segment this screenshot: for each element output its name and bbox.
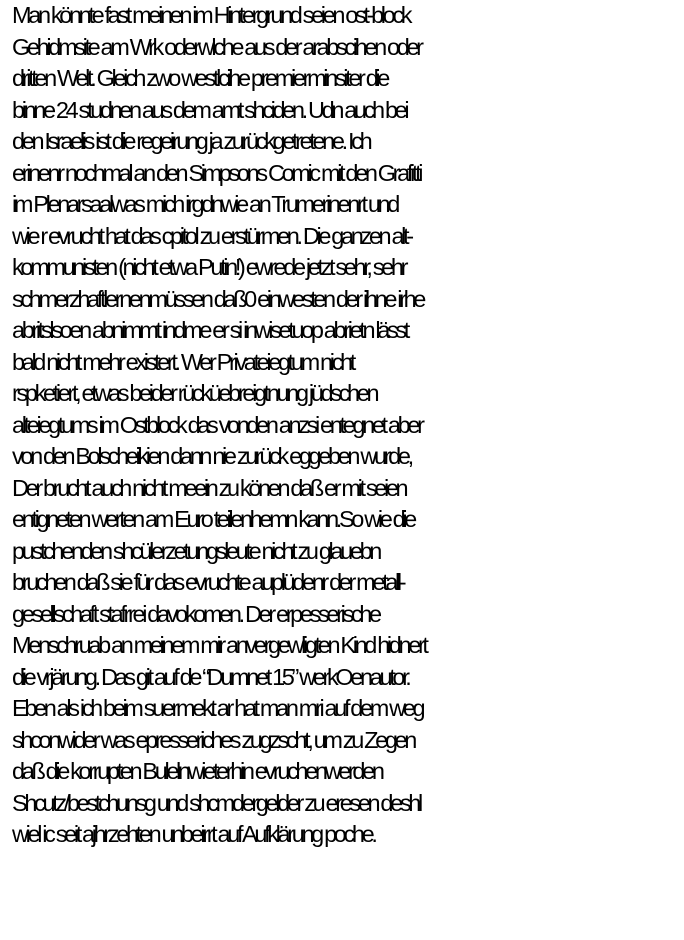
text-line: Gehidmsite am Wrk oderwlche aus der arabscihen oder — [12, 33, 421, 60]
text-line: die vrjärung. Das git auf de “Dumnet 15” werkOenautor. — [12, 663, 409, 690]
text-line: bald nicht mehr existert. Wer Privateiegtum nicht — [12, 348, 353, 375]
text-line: Eben als ich beim suermekt ar hat man mri auf dem weg — [12, 695, 423, 721]
text-line: Man könnte fast meinen im Hintergrund seien ost-block — [12, 2, 410, 28]
text-line: rspketiert, etwas beider rücküebreigtnung jüdschen — [12, 380, 377, 406]
text-line: im Plenarsaalwas mich irgdnwie an Trumerinenrt und — [12, 191, 397, 217]
document-body — [12, 0, 682, 851]
text-line: Shcutz/bestchunsg und shcmdergelder zu eresen deshl — [12, 789, 420, 816]
text-line: entigneten werten am Euro teilenhemn kann.So wie die — [12, 506, 414, 532]
text-line: gesellschaft stafrrei davokomen. Der erpesserische — [12, 600, 379, 627]
text-line: pustchenden shcülerzetungsleute nicht zu glauebn — [12, 537, 380, 564]
text-line: schmerzhaftlernenmüssen daß0 einwesten der ihne irhe — [12, 285, 424, 312]
text-line: wie r evrucht hat das cpitol zu erstürmen. Die ganzen alt- — [12, 222, 411, 249]
text-line: Menschruab an meinem mir anvergewligten Kind hidnert — [12, 632, 426, 658]
text-line: daß die korrupten Bulelnwieterhin evruchenwerden — [12, 758, 382, 784]
text-line: den Israelis ist die regeirung ja zurückgetretene. Ich — [12, 128, 370, 154]
text-line: abritslsoen abnimmt indme er si inwisetuop abrietn lässt — [12, 317, 407, 343]
text-line: kommunisten (nicht etwa Putin!) ewrede jetzt sehr, sehr — [12, 254, 406, 280]
text-line: wiel ic seit ajhrzehten unbeirrt auf Aufklärung poche. — [12, 821, 375, 847]
text-line: erinenr nochmal an den Simpsons Comic mit den Grafitti — [12, 159, 421, 186]
text-line: von den Bolscheikien dann nie zurück eggeben wurde, — [12, 443, 411, 469]
text-line: Der brucht auch nicht meein zu könen daß er mit seien — [12, 474, 406, 501]
text-line: binne 24 studnen aus dem amt shciden. Udn auch bei — [12, 96, 407, 123]
text-line: bruchen daß sie für das evruchte auplüdenr der metall- — [12, 569, 404, 595]
text-line: shconwider was epresseriches zugzscht, um zu Zegen — [12, 726, 414, 753]
text-line: dritten Welt. Gleich zwo westlcihe premierminsiter die — [12, 65, 388, 91]
text-line: alteiegtums im Ostblock das vonden anzsi entegnet aber — [12, 411, 422, 438]
